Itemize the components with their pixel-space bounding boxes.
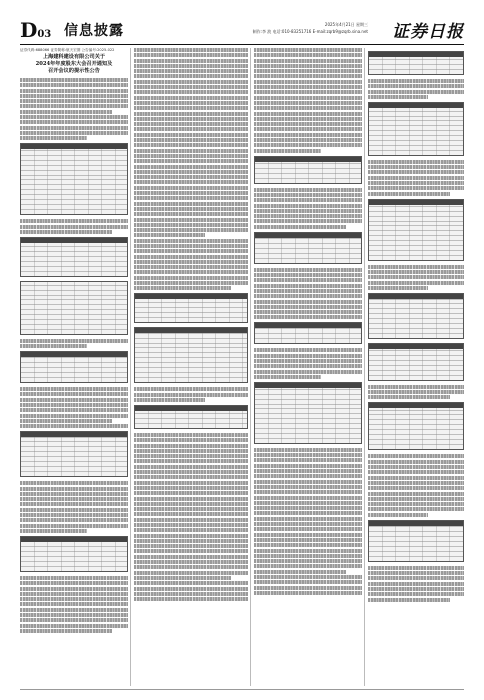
data-table: [20, 431, 128, 477]
page-letter: D: [20, 18, 38, 42]
data-table: [20, 536, 128, 572]
page-number: 03: [37, 29, 52, 40]
article-title-line: 召开会议的提示性公告: [48, 68, 100, 74]
article-title-line: 2024年年度股东大会召开通知及: [35, 61, 113, 67]
data-table: [254, 232, 362, 264]
footer-rule: [20, 689, 464, 690]
column-4: [364, 48, 464, 686]
masthead-meta: [253, 21, 368, 35]
data-table: [368, 51, 464, 75]
date-line: 2025年4月21日 星期三: [324, 22, 368, 27]
data-table: [368, 199, 464, 261]
page-code: [20, 18, 51, 47]
data-table: [368, 102, 464, 156]
contact-line: 制作:李 波 电话:010-83251716 E-mail:zqrb9@zqrb.sina.net: [252, 29, 368, 34]
column-1: [20, 48, 128, 686]
section-title: 信息披露: [64, 23, 124, 39]
article-title: [20, 54, 128, 75]
data-table: [20, 351, 128, 383]
data-table: [368, 293, 464, 339]
article-title-line: 上海建科建设有限公司关于: [42, 54, 106, 60]
data-table: [368, 402, 464, 450]
data-table: [134, 405, 248, 429]
body-text-block: [20, 78, 128, 140]
column-2: [130, 48, 248, 686]
data-table: [20, 143, 128, 215]
data-table: [134, 327, 248, 383]
data-table: [20, 281, 128, 335]
columns: [20, 48, 464, 686]
data-table: [134, 293, 248, 323]
masthead: [20, 18, 464, 45]
data-table: [254, 382, 362, 444]
data-table: [368, 343, 464, 381]
article-header-line: 证券代码:688066 证券简称:航天宏图 公告编号:2025-022: [20, 48, 115, 52]
column-3: [250, 48, 362, 686]
data-table: [368, 520, 464, 562]
data-table: [254, 322, 362, 344]
newspaper-logo: 证券日报: [392, 22, 464, 42]
data-table: [20, 237, 128, 277]
data-table: [254, 156, 362, 184]
